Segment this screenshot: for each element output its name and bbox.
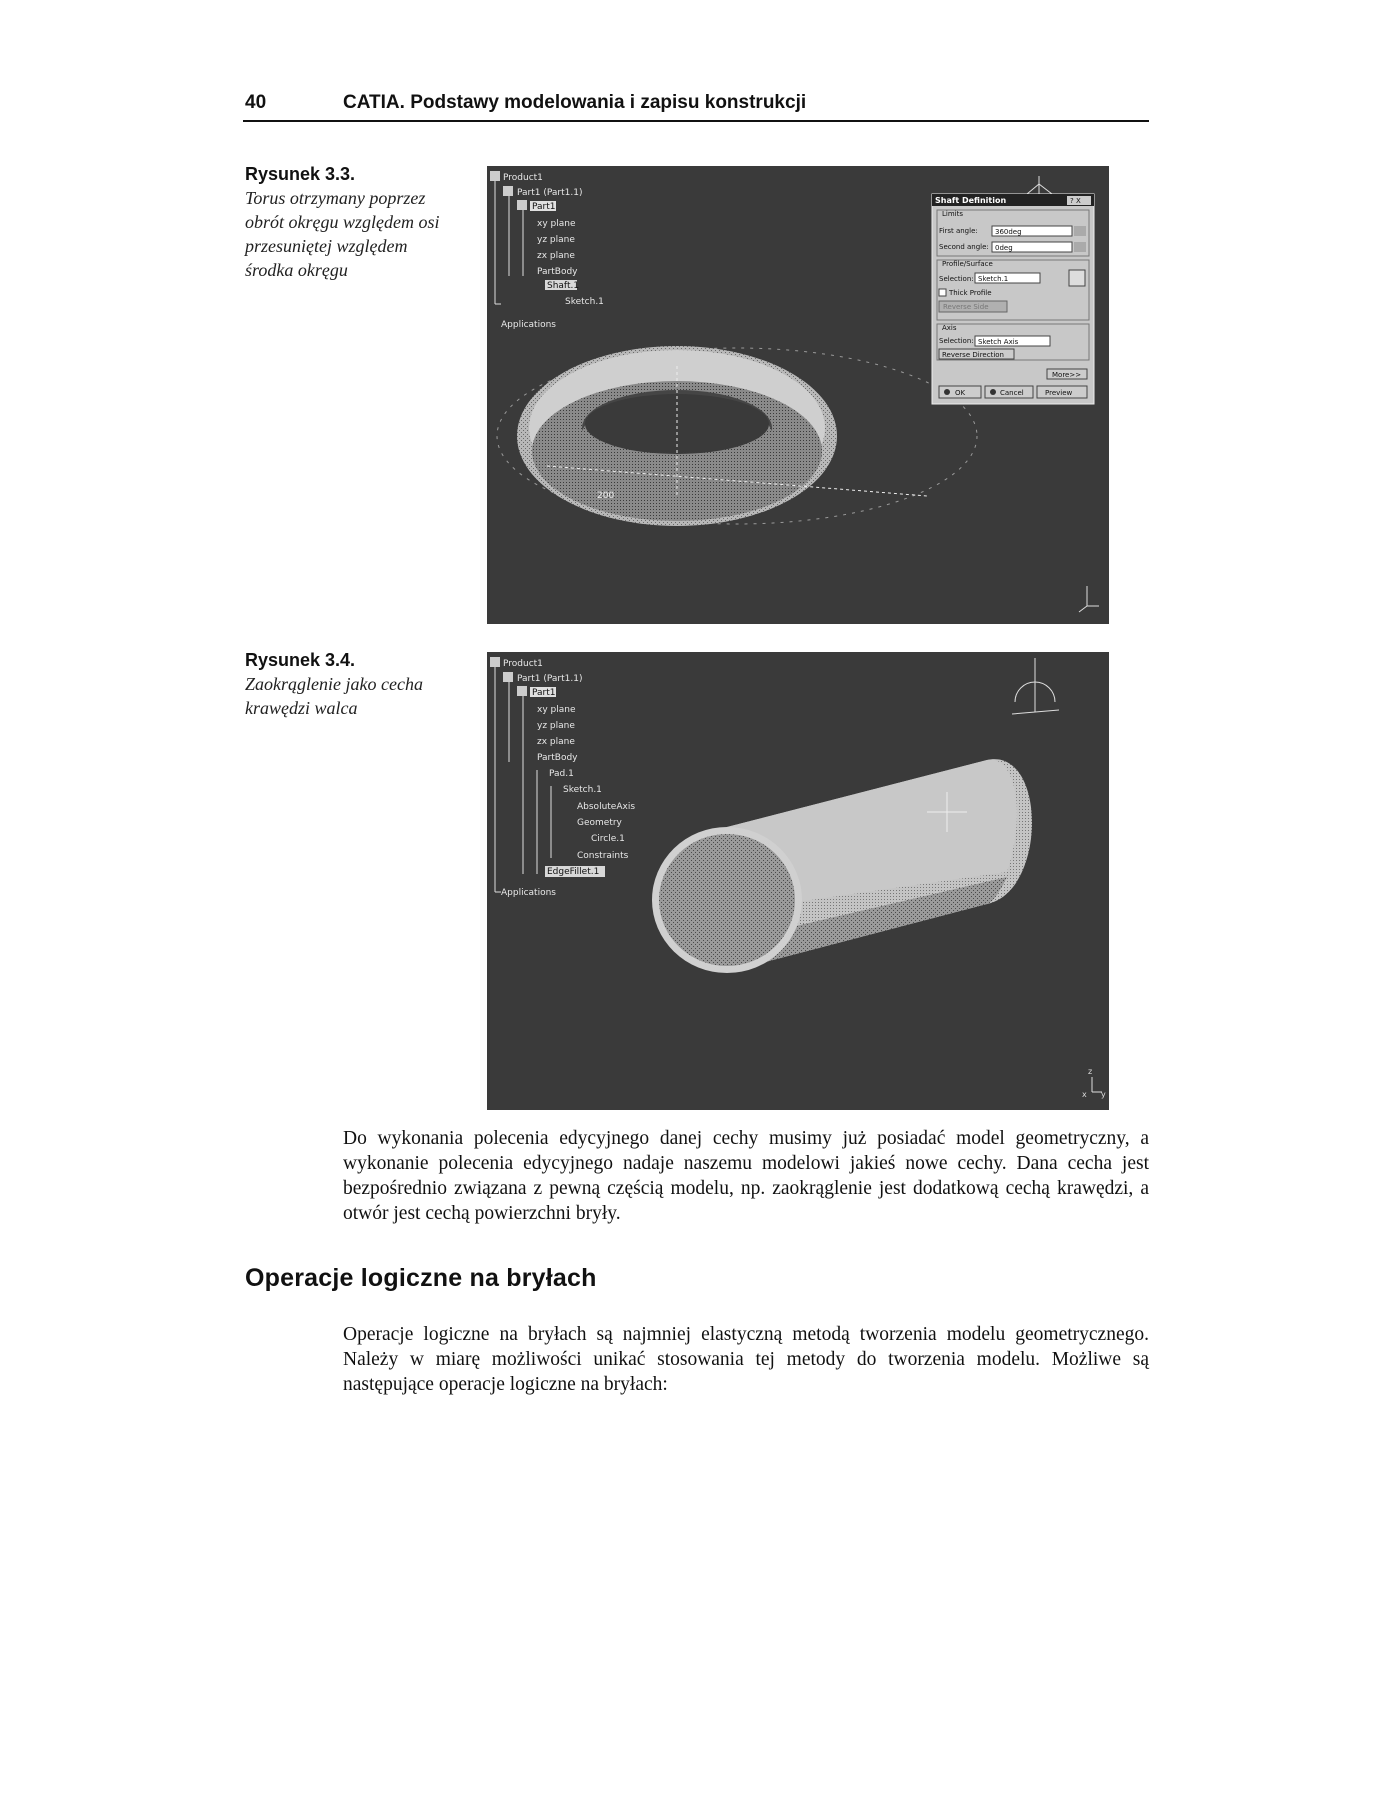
body-paragraph-2: Operacje logiczne na bryłach są najmniej elastyczną metodą tworzenia modelu geometrycznego. Należy w miarę możliwości unikać stosowania tej metody do tworzenia modelu. Możliwe są następujące operacje logiczne na bryłach:: [343, 1324, 1149, 1395]
tree-item[interactable]: Applications: [501, 320, 556, 330]
spec-tree: [490, 657, 635, 898]
tree-item[interactable]: xy plane: [537, 219, 576, 229]
axis-triad-icon: [1079, 586, 1099, 612]
shaft-definition-dialog[interactable]: [932, 194, 1094, 404]
tree-item[interactable]: Part1 (Part1.1): [517, 188, 583, 198]
tree-item[interactable]: zx plane: [537, 251, 575, 261]
first-angle-label: First angle:: [939, 227, 978, 235]
tree-item[interactable]: yz plane: [537, 235, 575, 245]
axis-triad-icon: [1082, 1067, 1106, 1099]
figure-caption-text-2: Zaokrąglenie jako cecha krawędzi walca: [245, 674, 423, 718]
profile-selection-input[interactable]: Sketch.1: [978, 275, 1009, 283]
compass-icon[interactable]: [1027, 176, 1052, 196]
tree-item[interactable]: xy plane: [537, 705, 576, 715]
axis-selection-input[interactable]: Sketch Axis: [978, 338, 1019, 346]
tree-item[interactable]: PartBody: [537, 267, 578, 277]
thick-profile-checkbox[interactable]: [939, 289, 946, 296]
axis-label-y: y: [1101, 1090, 1106, 1099]
tree-item[interactable]: Shaft.1: [547, 281, 580, 291]
figure-cylinder: [487, 652, 1109, 1110]
tree-item[interactable]: Applications: [501, 888, 556, 898]
figure-label-1: Rysunek 3.3.: [245, 164, 356, 184]
page-number: 40: [245, 92, 267, 113]
figure-label-2: Rysunek 3.4.: [245, 650, 356, 670]
body-paragraph-1: Do wykonania polecenia edycyjnego danej cechy musimy już posiadać model geometryczny, a wykonanie polecenia edycyjnego nadaje naszemu modelowi jakieś nowe cechy. Dana cecha jest bezpośrednio związana z pewną częścią modelu, np. zaokrąglenie jest dodatkową cechą krawędzi, a otwór jest cechą powierzchni bryły.: [343, 1128, 1149, 1224]
tree-item[interactable]: Pad.1: [549, 769, 574, 779]
reverse-direction-button[interactable]: Reverse Direction: [942, 351, 1004, 359]
axis-label-z: z: [1088, 1067, 1093, 1076]
more-button[interactable]: More>>: [1052, 371, 1082, 379]
group-limits: Limits: [942, 210, 963, 218]
running-header: [243, 92, 1149, 122]
group-axis: Axis: [942, 324, 957, 332]
dimension-label: 200: [597, 491, 615, 501]
dialog-title: Shaft Definition: [935, 196, 1007, 205]
cylinder-model[interactable]: [652, 759, 1032, 973]
thick-profile-label: Thick Profile: [949, 289, 992, 297]
second-angle-label: Second angle:: [939, 243, 989, 251]
tree-item[interactable]: Constraints: [577, 851, 629, 861]
first-angle-input[interactable]: 360deg: [995, 228, 1022, 236]
ok-button[interactable]: OK: [955, 389, 966, 397]
tree-item[interactable]: EdgeFillet.1: [547, 867, 600, 877]
tree-item[interactable]: Sketch.1: [563, 785, 602, 795]
spec-tree: [490, 171, 604, 330]
tree-item[interactable]: yz plane: [537, 721, 575, 731]
dialog-help-close-buttons[interactable]: ? X: [1070, 197, 1081, 205]
figure-caption-1: [245, 162, 445, 282]
tree-item[interactable]: Part1 (Part1.1): [517, 674, 583, 684]
tree-item[interactable]: zx plane: [537, 737, 575, 747]
tree-item[interactable]: Part1: [532, 688, 556, 698]
running-title: CATIA. Podstawy modelowania i zapisu konstrukcji: [343, 92, 807, 113]
tree-item[interactable]: Sketch.1: [565, 297, 604, 307]
reverse-side-button[interactable]: Reverse Side: [943, 303, 989, 311]
selection-label: Selection:: [939, 275, 974, 283]
compass-icon[interactable]: [1012, 658, 1059, 714]
cancel-button[interactable]: Cancel: [1000, 389, 1024, 397]
group-profile: Profile/Surface: [942, 260, 993, 268]
tree-item[interactable]: Circle.1: [591, 834, 625, 844]
figure-caption-2: [245, 648, 445, 720]
tree-item[interactable]: AbsoluteAxis: [577, 802, 636, 812]
axis-selection-label: Selection:: [939, 337, 974, 345]
tree-item[interactable]: Product1: [503, 659, 543, 669]
tree-item[interactable]: Part1: [532, 202, 556, 212]
axis-label-x: x: [1082, 1090, 1087, 1099]
figure-caption-text-1: Torus otrzymany poprzez obrót okręgu względem osi przesuniętej względem środka okręgu: [245, 188, 440, 280]
figure-torus: [487, 166, 1109, 624]
torus-model[interactable]: [517, 346, 927, 526]
section-heading: Operacje logiczne na bryłach: [245, 1264, 597, 1292]
preview-button[interactable]: Preview: [1045, 389, 1073, 397]
tree-item[interactable]: PartBody: [537, 753, 578, 763]
tree-item[interactable]: Geometry: [577, 818, 622, 828]
tree-item[interactable]: Product1: [503, 173, 543, 183]
second-angle-input[interactable]: 0deg: [995, 244, 1013, 252]
sketcher-icon[interactable]: [1069, 270, 1085, 286]
